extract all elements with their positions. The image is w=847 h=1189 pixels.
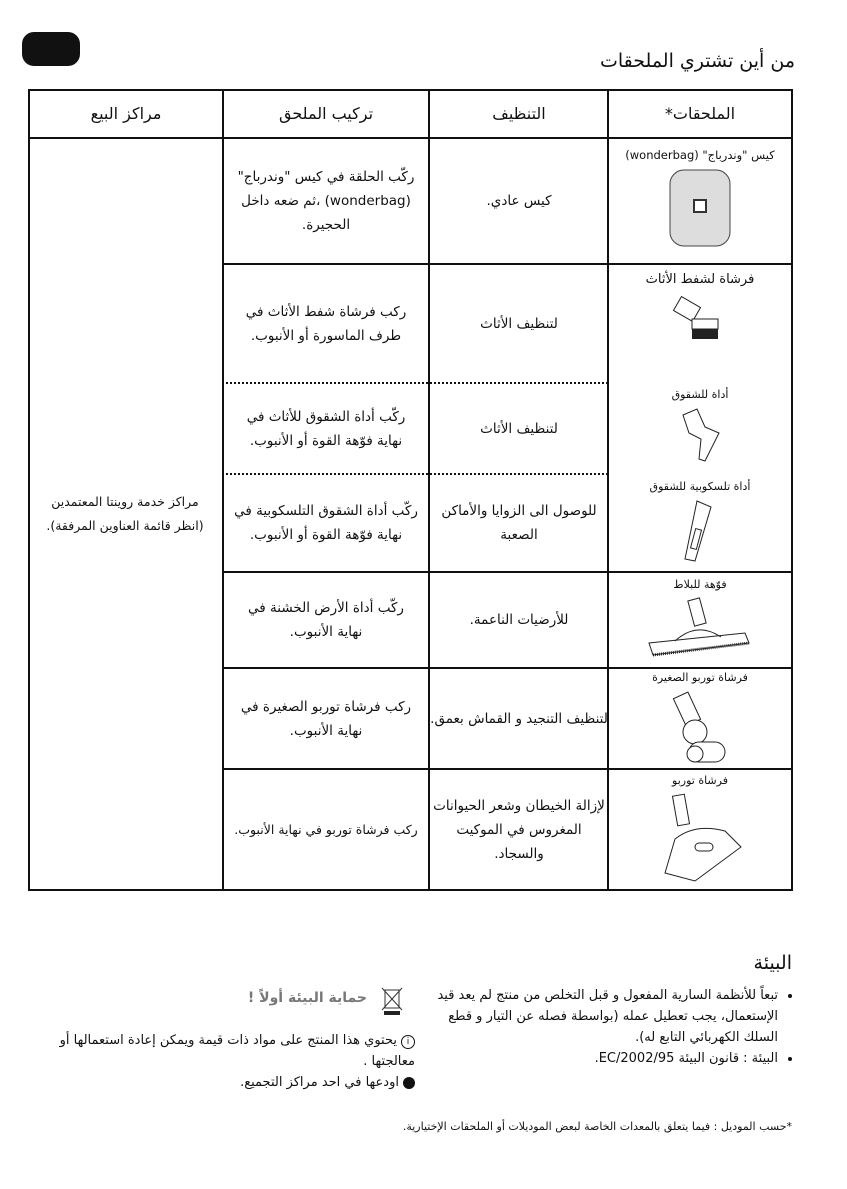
recycle-icon (403, 1077, 415, 1089)
accessory-label: فوّهة للبلاط (673, 578, 727, 591)
protect-item (37, 1030, 415, 1072)
header-accessories: الملحقات* (664, 104, 736, 123)
sales-centers-text: مراكز خدمة روينتا المعتمدين (انظر قائمة العناوين المرفقة). (46, 494, 204, 533)
cleaning-cell: لتنظيف التنجيد و القماش بعمق. (430, 710, 608, 727)
turbo-brush-icon (655, 793, 745, 883)
telescopic-crevice-tool-icon (675, 499, 725, 565)
fitting-cell: ركّب أداة الشقوق التلسكوبية في نهاية فوّهة القوة أو الأنبوب. (234, 503, 418, 543)
crevice-tool-icon (675, 407, 725, 463)
accessory-label: كيس "وندرباج" (wonderbag) (625, 148, 775, 162)
fitting-cell: ركّب الحلقة في كيس "وندرباج" (wonderbag) ،ثم ضعه داخل الحجيرة. (237, 169, 415, 233)
accessory-upholstery-brush (608, 272, 792, 353)
upholstery-brush-icon (670, 293, 730, 353)
protect-item-text: اودعها في احد مراكز التجميع. (240, 1075, 399, 1090)
accessory-mini-turbo-brush (608, 671, 792, 768)
mini-turbo-brush-icon (665, 690, 735, 768)
accessory-telescopic-crevice-tool (608, 480, 792, 565)
parquet-nozzle-icon (645, 597, 755, 659)
header-cleaning: التنظيف (492, 104, 546, 123)
accessory-bag (608, 148, 792, 248)
accessory-label: فرشاة لشفط الأثاث (645, 272, 755, 287)
environment-bullets (413, 985, 792, 1069)
cleaning-cell: لتنظيف الأثاث (480, 315, 558, 332)
cleaning-cell: للوصول الى الزوايا والأماكن الصعبة (441, 503, 597, 543)
protect-item-text: يحتوي هذا المنتج على مواد ذات قيمة ويمكن إعادة استعمالها أو معالجتها . (59, 1033, 415, 1069)
header-fitting: تركيب الملحق (278, 104, 374, 123)
environment-bullet: • تبعاً للأنظمة السارية المفعول و قبل التخلص من منتج لم يعد قيد الإستعمال، يجب تعطيل عمله (بواسطة فصله عن التيار و قطع السلك الكهربائي التابع له). (413, 985, 778, 1048)
cleaning-cell: للأرضيات الناعمة. (469, 612, 569, 628)
fitting-cell: ركّب أداة الشقوق للأثاث في نهاية فوّهة القوة أو الأنبوب. (246, 408, 406, 449)
header-sales: مراكز البيع (90, 104, 162, 123)
cleaning-cell: كيس عادي. (486, 193, 552, 209)
page-tab-marker (22, 32, 80, 66)
protect-item (37, 1072, 415, 1093)
cleaning-cell: لإزالة الخيطان وشعر الحيوانات المغروس في الموكيت والسجاد. (433, 797, 605, 862)
accessory-label: أداة تلسكوبية للشقوق (649, 480, 751, 493)
accessory-crevice-tool (608, 388, 792, 463)
fitting-cell: ركب فرشاة توربو في نهاية الأنبوب. (234, 821, 418, 837)
protect-environment-title: حماية البيئة أولاً ! (247, 990, 367, 1006)
environment-bullet: • البيئة : قانون البيئة 2002/95/EC. (413, 1048, 778, 1069)
fitting-cell: ركب فرشاة توربو الصغيرة في نهاية الأنبوب. (240, 698, 412, 739)
accessory-parquet-nozzle (608, 578, 792, 659)
fitting-cell: ركّب أداة الأرض الخشنة في نهاية الأنبوب. (248, 600, 404, 640)
page-title: من أين تشتري الملحقات (599, 50, 795, 72)
accessory-label: فرشاة توربو الصغيرة (652, 671, 748, 684)
fitting-cell: ركب فرشاة شفط الأثاث في طرف الماسورة أو الأنبوب. (245, 303, 407, 344)
cleaning-cell: لتنظيف الأثاث (480, 420, 558, 437)
accessory-label: أداة للشقوق (671, 388, 729, 401)
accessory-turbo-brush (608, 774, 792, 883)
bag-icon (668, 168, 732, 248)
footnote: *حسب الموديل : فيما يتعلق بالمعدات الخاصة لبعض الموديلات أو الملحقات الإختيارية. (402, 1120, 792, 1133)
accessory-label: فرشاة توربو (672, 774, 728, 787)
info-icon: i (401, 1035, 415, 1049)
weee-bin-icon (380, 986, 404, 1020)
environment-heading: البيئة (753, 952, 792, 974)
